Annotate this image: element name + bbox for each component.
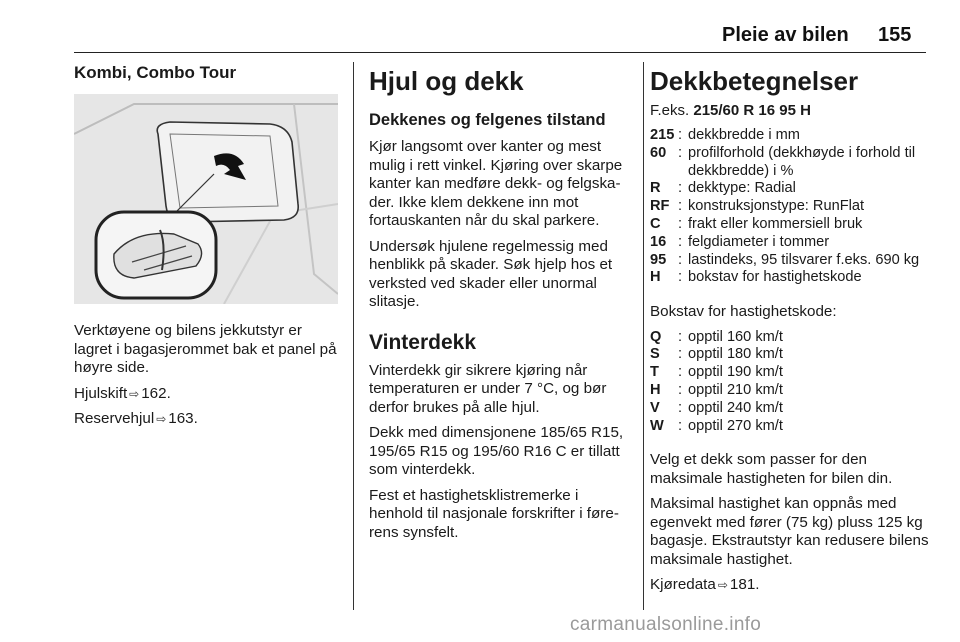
cross-reference — [74, 410, 338, 429]
subsection-heading: Dekkenes og felgenes tilstand — [369, 111, 606, 129]
ref-label: Kjøredata — [650, 576, 716, 594]
header-rule — [74, 52, 926, 53]
paragraph: Verktøyene og bilens jekkutstyr er lagret i bagasjerommet bak et panel på høyre side. — [74, 322, 337, 376]
paragraph: Undersøk hjulene regelmessig med henblikk på skader. Søk hjelp hos et verksted ved skader eller unormal slitasje. — [369, 237, 613, 310]
tire-designation-example — [650, 102, 930, 119]
column-divider — [643, 62, 644, 610]
column-1 — [74, 62, 338, 436]
list-item: 215 : dekkbredde i mm — [650, 127, 800, 143]
ref-page[interactable]: 163. — [168, 410, 198, 427]
speed-code-list — [650, 329, 783, 436]
paragraph: Maksimal hastighet kan oppnås med egenvekt med fører (75 kg) pluss 125 kg bagasje. Ekstrautstyr kan redusere bilens maksimale hastighet. — [650, 495, 929, 568]
list-item: 16 : felgdiameter i tommer — [650, 233, 830, 250]
ref-page[interactable]: 181. — [729, 576, 760, 594]
column-2 — [369, 62, 634, 549]
jack-storage-illustration — [74, 94, 338, 304]
cross-reference — [650, 576, 930, 595]
paragraph: Vinterdekk gir sikrere kjøring når temperaturen er under 7 °C, og bør derfor brukes på alle hjul. — [369, 361, 607, 416]
list-item: T : opptil 190 km/t — [650, 364, 783, 381]
section-title: Dekkbetegnelser — [650, 66, 859, 96]
list-item: RF : konstruksjonstype: RunFlat — [650, 198, 865, 215]
list-item: C : frakt eller kommersiell bruk — [650, 215, 863, 232]
list-item: H : opptil 210 km/t — [650, 382, 783, 399]
section-heading: Kombi, Combo Tour — [74, 63, 237, 82]
list-item: V : opptil 240 km/t — [650, 399, 783, 416]
list-item: W : opptil 270 km/t — [650, 417, 783, 434]
trunk-illustration — [74, 94, 338, 304]
chapter-title: Hjul og dekk — [369, 66, 524, 96]
ref-arrow-icon: ⇨ — [156, 412, 167, 426]
ref-label: Hjulskift — [74, 384, 128, 402]
column-divider — [353, 62, 354, 610]
example-label: F.eks. — [650, 102, 690, 119]
header-title: Pleie av bilen — [722, 24, 849, 46]
ref-page[interactable]: 162. — [141, 384, 171, 402]
list-item: H : bokstav for hastighetskode — [650, 269, 862, 286]
column-3 — [650, 62, 930, 602]
ref-arrow-icon: ⇨ — [129, 386, 140, 401]
ref-label: Reservehjul — [74, 410, 155, 427]
paragraph: Fest et hastighetsklistremerke i henhold til nasjonale forskrifter i førerens synsfelt. — [369, 486, 619, 541]
paragraph: Dekk med dimensjonene 185/65 R15, 195/65 R15 og 195/60 R16 C er tillatt som vinterdekk. — [369, 424, 624, 478]
page-number: 155 — [878, 24, 912, 46]
cross-reference — [74, 385, 338, 404]
designation-list — [650, 127, 930, 287]
example-value: 215/60 R 16 95 H — [693, 102, 811, 119]
ref-arrow-icon: ⇨ — [717, 578, 728, 593]
list-item: Q : opptil 160 km/t — [650, 328, 783, 345]
paragraph: Kjør langsomt over kanter og mest mulig i rett vinkel. Kjøring over skarpe kanter kan medføre dekk- og felgskader. Ikke klem dekkene inn mot fortauskanten når du skal parkere. — [369, 138, 623, 229]
paragraph: Velg et dekk som passer for den maksimale hastigheten for bilen din. — [650, 451, 893, 487]
watermark: carmanualsonline.info — [570, 614, 762, 635]
list-item: 60 : profilforhold (dekkhøyde i forhold til dekkbredde) i % — [650, 144, 916, 179]
paragraph: Bokstav for hastighetskode: — [650, 303, 837, 321]
section-heading: Vinterdekk — [369, 330, 476, 354]
list-item: 95 : lastindeks, 95 tilsvarer f.eks. 690 kg — [650, 251, 920, 268]
list-item: R : dekktype: Radial — [650, 180, 796, 197]
list-item: S : opptil 180 km/t — [650, 346, 783, 363]
